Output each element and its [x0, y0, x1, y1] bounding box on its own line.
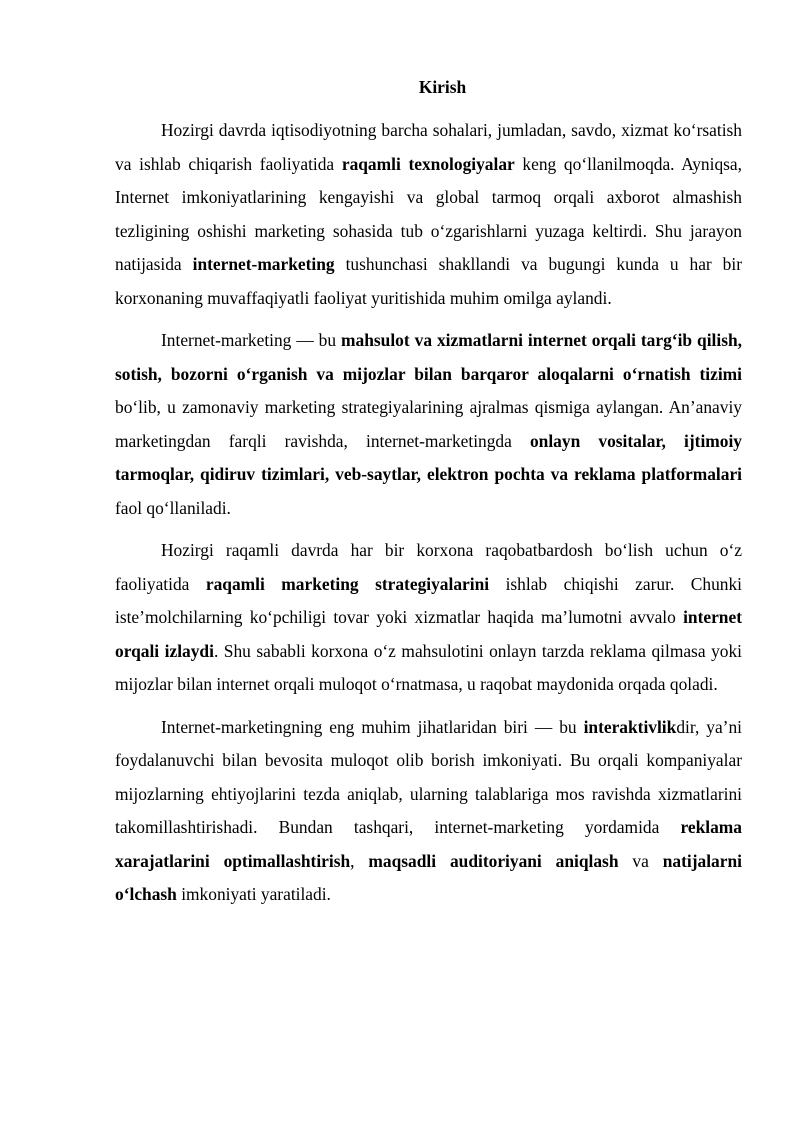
bold-text-run: reklama xarajatlarini optimallashtirish [115, 817, 742, 871]
bold-text-run: interaktivlik [583, 716, 677, 737]
paragraph-2 [115, 324, 742, 525]
text-run: keng qoʻllanilmoqda. Ayniqsa, Internet imkoniyatlarining kengayishi va global tarmoq orqali axborot almashish tezligining oshishi marketing sohasida tub oʻzgarishlarni yuzaga keltirdi. Shu jarayon natijasida [115, 153, 742, 274]
bold-text-run: internet-marketing [192, 254, 335, 274]
text-run: va [618, 850, 663, 871]
text-run: Hozirgi davrda iqtisodiyotning barcha sohalari, jumladan, savdo, xizmat koʻrsatish va ishlab chiqarish faoliyatida [115, 120, 742, 174]
text-run: tushunchasi shakllandi va bugungi kunda u har bir korxonaning muvaffaqiyatli faoliyat yuritishida muhim omilga aylandi. [115, 254, 742, 308]
bold-text-run: onlayn vositalar, ijtimoiy tarmoqlar, qidiruv tizimlari, veb-saytlar, elektron pochta va reklama platformalari [115, 430, 742, 484]
bold-text-run: internet orqali izlaydi [115, 607, 742, 661]
text-run: boʻlib, u zamonaviy marketing strategiyalarining ajralmas qismiga aylangan. An’anaviy marketingdan farqli ravishda, internet-marketingda [115, 397, 742, 451]
text-run: imkoniyati yaratiladi. [176, 884, 331, 904]
text-run: , [350, 850, 369, 871]
bold-text-run: raqamli marketing strategiyalarini [205, 573, 490, 594]
bold-text-run: mahsulot va xizmatlarni internet orqali targʻib qilish, sotish, bozorni oʻrganish va mijozlar bilan barqaror aloqalarni oʻrnatish tizimi [115, 330, 742, 384]
bold-text-run: natijalarni oʻlchash [115, 850, 742, 904]
paragraph-1 [115, 114, 742, 315]
text-run: . Shu sababli korxona oʻz mahsulotini onlayn tarzda reklama qilmasa yoki mijozlar bilan internet orqali muloqot oʻrnatmasa, u raqobat maydonida orqada qoladi. [115, 640, 742, 694]
text-run: ishlab chiqishi zarur. Chunki iste’molchilarning koʻpchiligi tovar yoki xizmatlar haqida ma’lumotni avvalo [115, 573, 742, 627]
text-run: Hozirgi raqamli davrda har bir korxona raqobatbardosh boʻlish uchun oʻz faoliyatida [115, 540, 742, 594]
paragraph-4 [115, 711, 742, 912]
text-run: Internet-marketing — bu [161, 330, 342, 350]
text-run: faol qoʻllaniladi. [115, 497, 231, 518]
bold-text-run: maqsadli auditoriyani aniqlash [368, 850, 619, 871]
text-run: Internet-marketingning eng muhim jihatlaridan biri — bu [161, 716, 584, 737]
document-title: Kirish [418, 77, 467, 97]
bold-text-run: raqamli texnologiyalar [341, 153, 515, 174]
text-run: dir, ya’ni foydalanuvchi bilan bevosita muloqot olib borish imkoniyati. Bu orqali kompaniyalar mijozlarning ehtiyojlarini tezda aniqlab, ularning talablariga mos ravishda xizmatlarini takomillashtirishadi. Bundan tashqari, internet-marketing yordamida [115, 716, 742, 837]
paragraph-3 [115, 534, 742, 702]
